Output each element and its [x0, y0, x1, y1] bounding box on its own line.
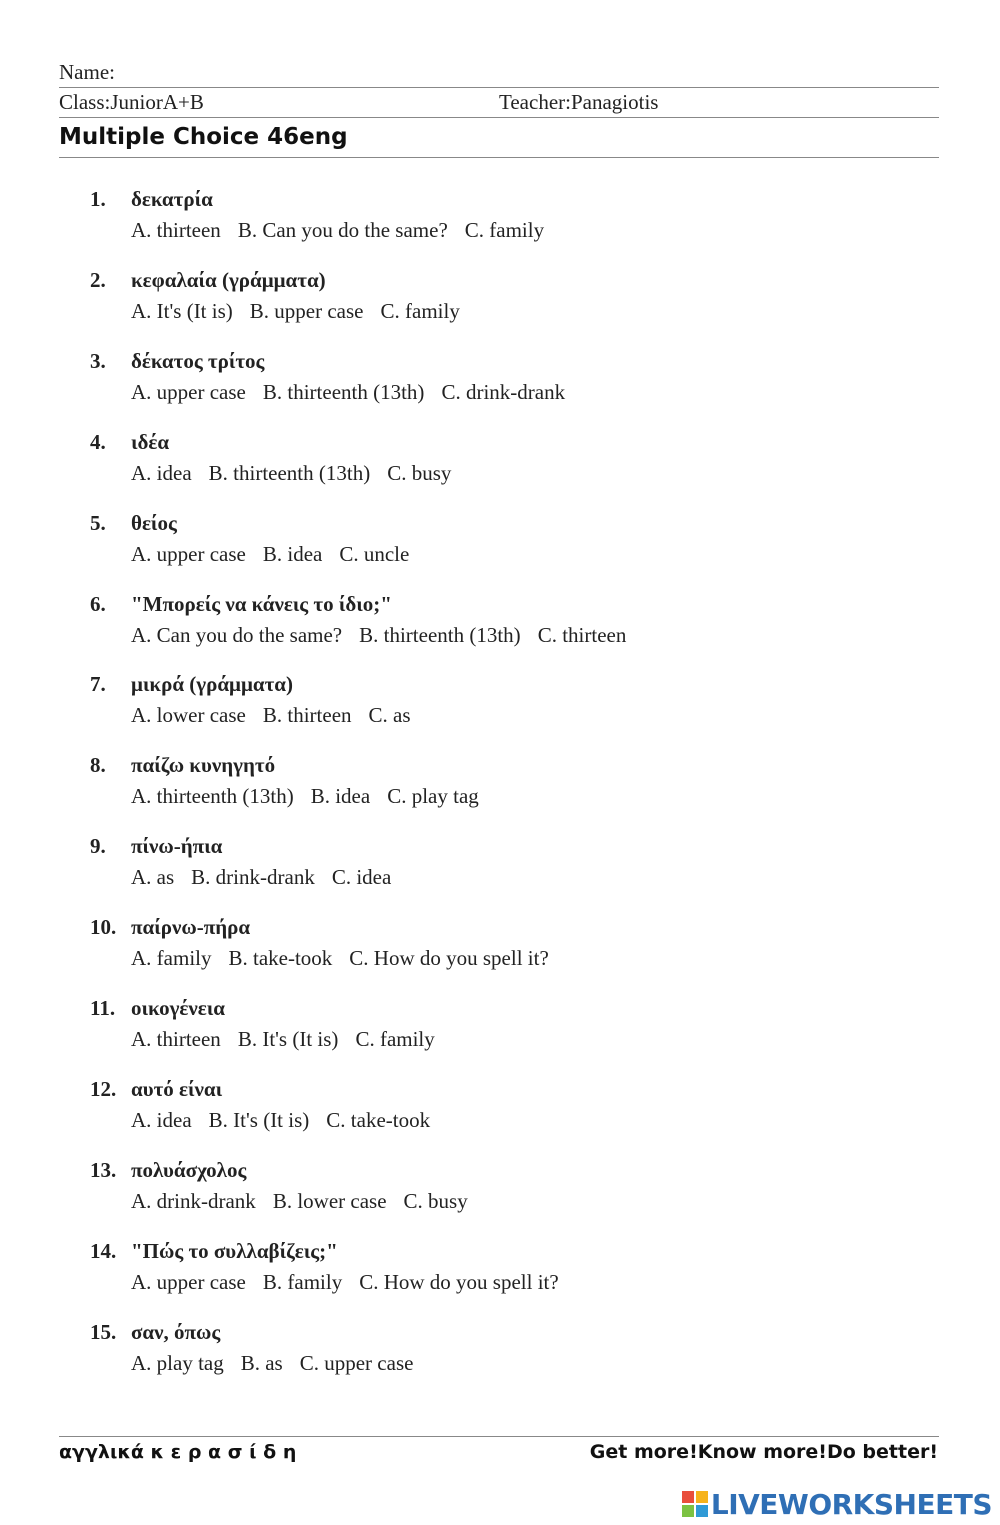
answer-option[interactable]: C. upper case: [299, 1350, 414, 1375]
footer-left-text: αγγλικά κ ε ρ α σ ί δ η: [59, 1441, 297, 1463]
question-prompt: δεκατρία: [131, 187, 213, 211]
answer-option[interactable]: B. upper case: [249, 298, 364, 323]
page-title: Multiple Choice 46eng: [59, 124, 348, 150]
class-label: Class:JuniorA+B: [59, 90, 204, 114]
answer-option[interactable]: C. uncle: [339, 541, 410, 566]
answer-option[interactable]: B. thirteenth (13th): [262, 379, 425, 404]
question-number: 13.: [90, 1157, 117, 1182]
answer-option[interactable]: A. upper case: [131, 541, 246, 566]
question-prompt: παίζω κυνηγητό: [131, 753, 276, 778]
question-options: [131, 945, 566, 971]
answer-option[interactable]: B. as: [240, 1350, 283, 1375]
teacher-label: Teacher:Panagiotis: [499, 90, 659, 114]
logo-square: [682, 1505, 694, 1517]
logo-square: [696, 1491, 708, 1503]
liveworksheets-brand: [682, 1486, 992, 1522]
question-options: [131, 1269, 576, 1295]
answer-option[interactable]: A. play tag: [131, 1350, 224, 1375]
question-item: [0, 1076, 1000, 1156]
answer-option[interactable]: A. idea: [131, 1107, 192, 1132]
question-number: 11.: [90, 996, 116, 1020]
question-options: [131, 541, 426, 567]
question-number: 10.: [90, 915, 117, 940]
answer-option[interactable]: C. busy: [387, 460, 452, 485]
question-options: [131, 379, 582, 405]
answer-option[interactable]: A. as: [131, 865, 175, 890]
answer-option[interactable]: C. family: [380, 298, 460, 323]
question-number: 3.: [90, 348, 106, 373]
answer-option[interactable]: A. thirteenth (13th): [131, 784, 294, 809]
question-item: [0, 914, 1000, 994]
answer-option[interactable]: C. play tag: [387, 784, 479, 809]
question-prompt: παίρνω-πήρα: [131, 915, 251, 940]
name-label: Name:: [59, 60, 115, 84]
title-divider: [59, 157, 939, 158]
question-options: [131, 702, 428, 728]
question-prompt: κεφαλαία (γράμματα): [131, 267, 326, 292]
header-divider: [59, 117, 939, 118]
answer-option[interactable]: A. It's (It is): [131, 298, 233, 323]
question-item: [0, 1238, 1000, 1318]
answer-option[interactable]: C. How do you spell it?: [359, 1269, 559, 1294]
answer-option[interactable]: A. thirteen: [131, 218, 221, 242]
question-prompt: θείος: [131, 510, 177, 535]
answer-option[interactable]: B. thirteen: [262, 703, 352, 728]
answer-option[interactable]: B. It's (It is): [208, 1107, 310, 1132]
answer-option[interactable]: B. take-took: [228, 946, 333, 971]
answer-option[interactable]: B. thirteenth (13th): [208, 460, 371, 485]
question-number: 15.: [90, 1319, 117, 1344]
question-number: 14.: [90, 1238, 117, 1263]
question-prompt: "Πώς το συλλαβίζεις;": [131, 1238, 338, 1263]
question-prompt: σαν, όπως: [131, 1319, 221, 1344]
question-number: 6.: [90, 591, 106, 616]
answer-option[interactable]: C. family: [355, 1027, 435, 1051]
answer-option[interactable]: C. take-took: [326, 1107, 431, 1132]
question-options: [131, 298, 477, 324]
question-item: [0, 1157, 1000, 1237]
answer-option[interactable]: C. drink-drank: [441, 379, 566, 404]
question-number: 1.: [90, 187, 106, 211]
answer-option[interactable]: A. family: [131, 946, 212, 971]
footer-slogan: Get more!Know more!Do better!: [589, 1441, 938, 1463]
question-number: 5.: [90, 510, 106, 535]
question-options: [131, 1026, 452, 1052]
footer-divider: [59, 1436, 939, 1437]
answer-option[interactable]: A. lower case: [131, 703, 246, 728]
question-prompt: πίνω-ήπια: [131, 834, 223, 859]
question-prompt: δέκατος τρίτος: [131, 348, 265, 373]
question-number: 7.: [90, 672, 106, 697]
answer-option[interactable]: B. It's (It is): [237, 1027, 339, 1051]
question-options: [131, 1107, 447, 1133]
question-item: [0, 671, 1000, 751]
answer-option[interactable]: B. Can you do the same?: [237, 218, 448, 242]
question-item: [0, 833, 1000, 913]
question-number: 8.: [90, 753, 106, 778]
answer-option[interactable]: A. idea: [131, 460, 192, 485]
question-options: [131, 864, 408, 890]
liveworksheets-logo-icon: [682, 1491, 708, 1517]
question-item: [0, 995, 1000, 1075]
question-prompt: "Μπορείς να κάνεις το ίδιο;": [131, 591, 392, 616]
answer-option[interactable]: A. upper case: [131, 1269, 246, 1294]
question-options: [131, 783, 496, 809]
question-number: 9.: [90, 834, 106, 859]
question-options: [131, 460, 468, 486]
brand-text: LIVEWORKSHEETS: [710, 1487, 992, 1521]
logo-square: [682, 1491, 694, 1503]
question-number: 4.: [90, 429, 106, 454]
question-prompt: αυτό είναι: [131, 1076, 223, 1101]
question-item: [0, 348, 1000, 428]
question-prompt: μικρά (γράμματα): [131, 672, 293, 697]
question-item: [0, 1319, 1000, 1399]
answer-option[interactable]: B. lower case: [272, 1188, 387, 1213]
answer-option[interactable]: C. family: [464, 218, 545, 242]
answer-option[interactable]: B. family: [262, 1269, 343, 1294]
question-item: [0, 591, 1000, 671]
answer-option[interactable]: A. thirteen: [131, 1027, 221, 1051]
answer-option[interactable]: B. idea: [262, 541, 323, 566]
answer-option[interactable]: B. idea: [310, 784, 371, 809]
answer-option[interactable]: C. How do you spell it?: [349, 946, 549, 971]
answer-option[interactable]: B. drink-drank: [191, 865, 315, 890]
question-options: [131, 217, 561, 243]
header-divider: [59, 87, 939, 88]
answer-option[interactable]: A. Can you do the same?: [131, 622, 343, 647]
answer-option[interactable]: A. drink-drank: [131, 1188, 256, 1213]
question-number: 12.: [90, 1076, 117, 1101]
question-prompt: πολυάσχολος: [131, 1157, 247, 1182]
question-item: [0, 752, 1000, 832]
answer-option[interactable]: C. as: [368, 703, 411, 728]
question-number: 2.: [90, 267, 106, 292]
answer-option[interactable]: C. busy: [403, 1188, 468, 1213]
question-options: [131, 1350, 430, 1376]
question-item: [0, 267, 1000, 347]
answer-option[interactable]: C. thirteen: [537, 622, 627, 647]
question-item: [0, 186, 1000, 266]
question-options: [131, 1188, 485, 1214]
question-item: [0, 510, 1000, 590]
logo-square: [696, 1505, 708, 1517]
question-prompt: ιδέα: [131, 429, 170, 454]
question-prompt: οικογένεια: [131, 996, 225, 1020]
question-item: [0, 429, 1000, 509]
question-options: [131, 622, 643, 648]
answer-option[interactable]: B. thirteenth (13th): [359, 622, 521, 647]
answer-option[interactable]: A. upper case: [131, 379, 246, 404]
answer-option[interactable]: C. idea: [331, 865, 392, 890]
